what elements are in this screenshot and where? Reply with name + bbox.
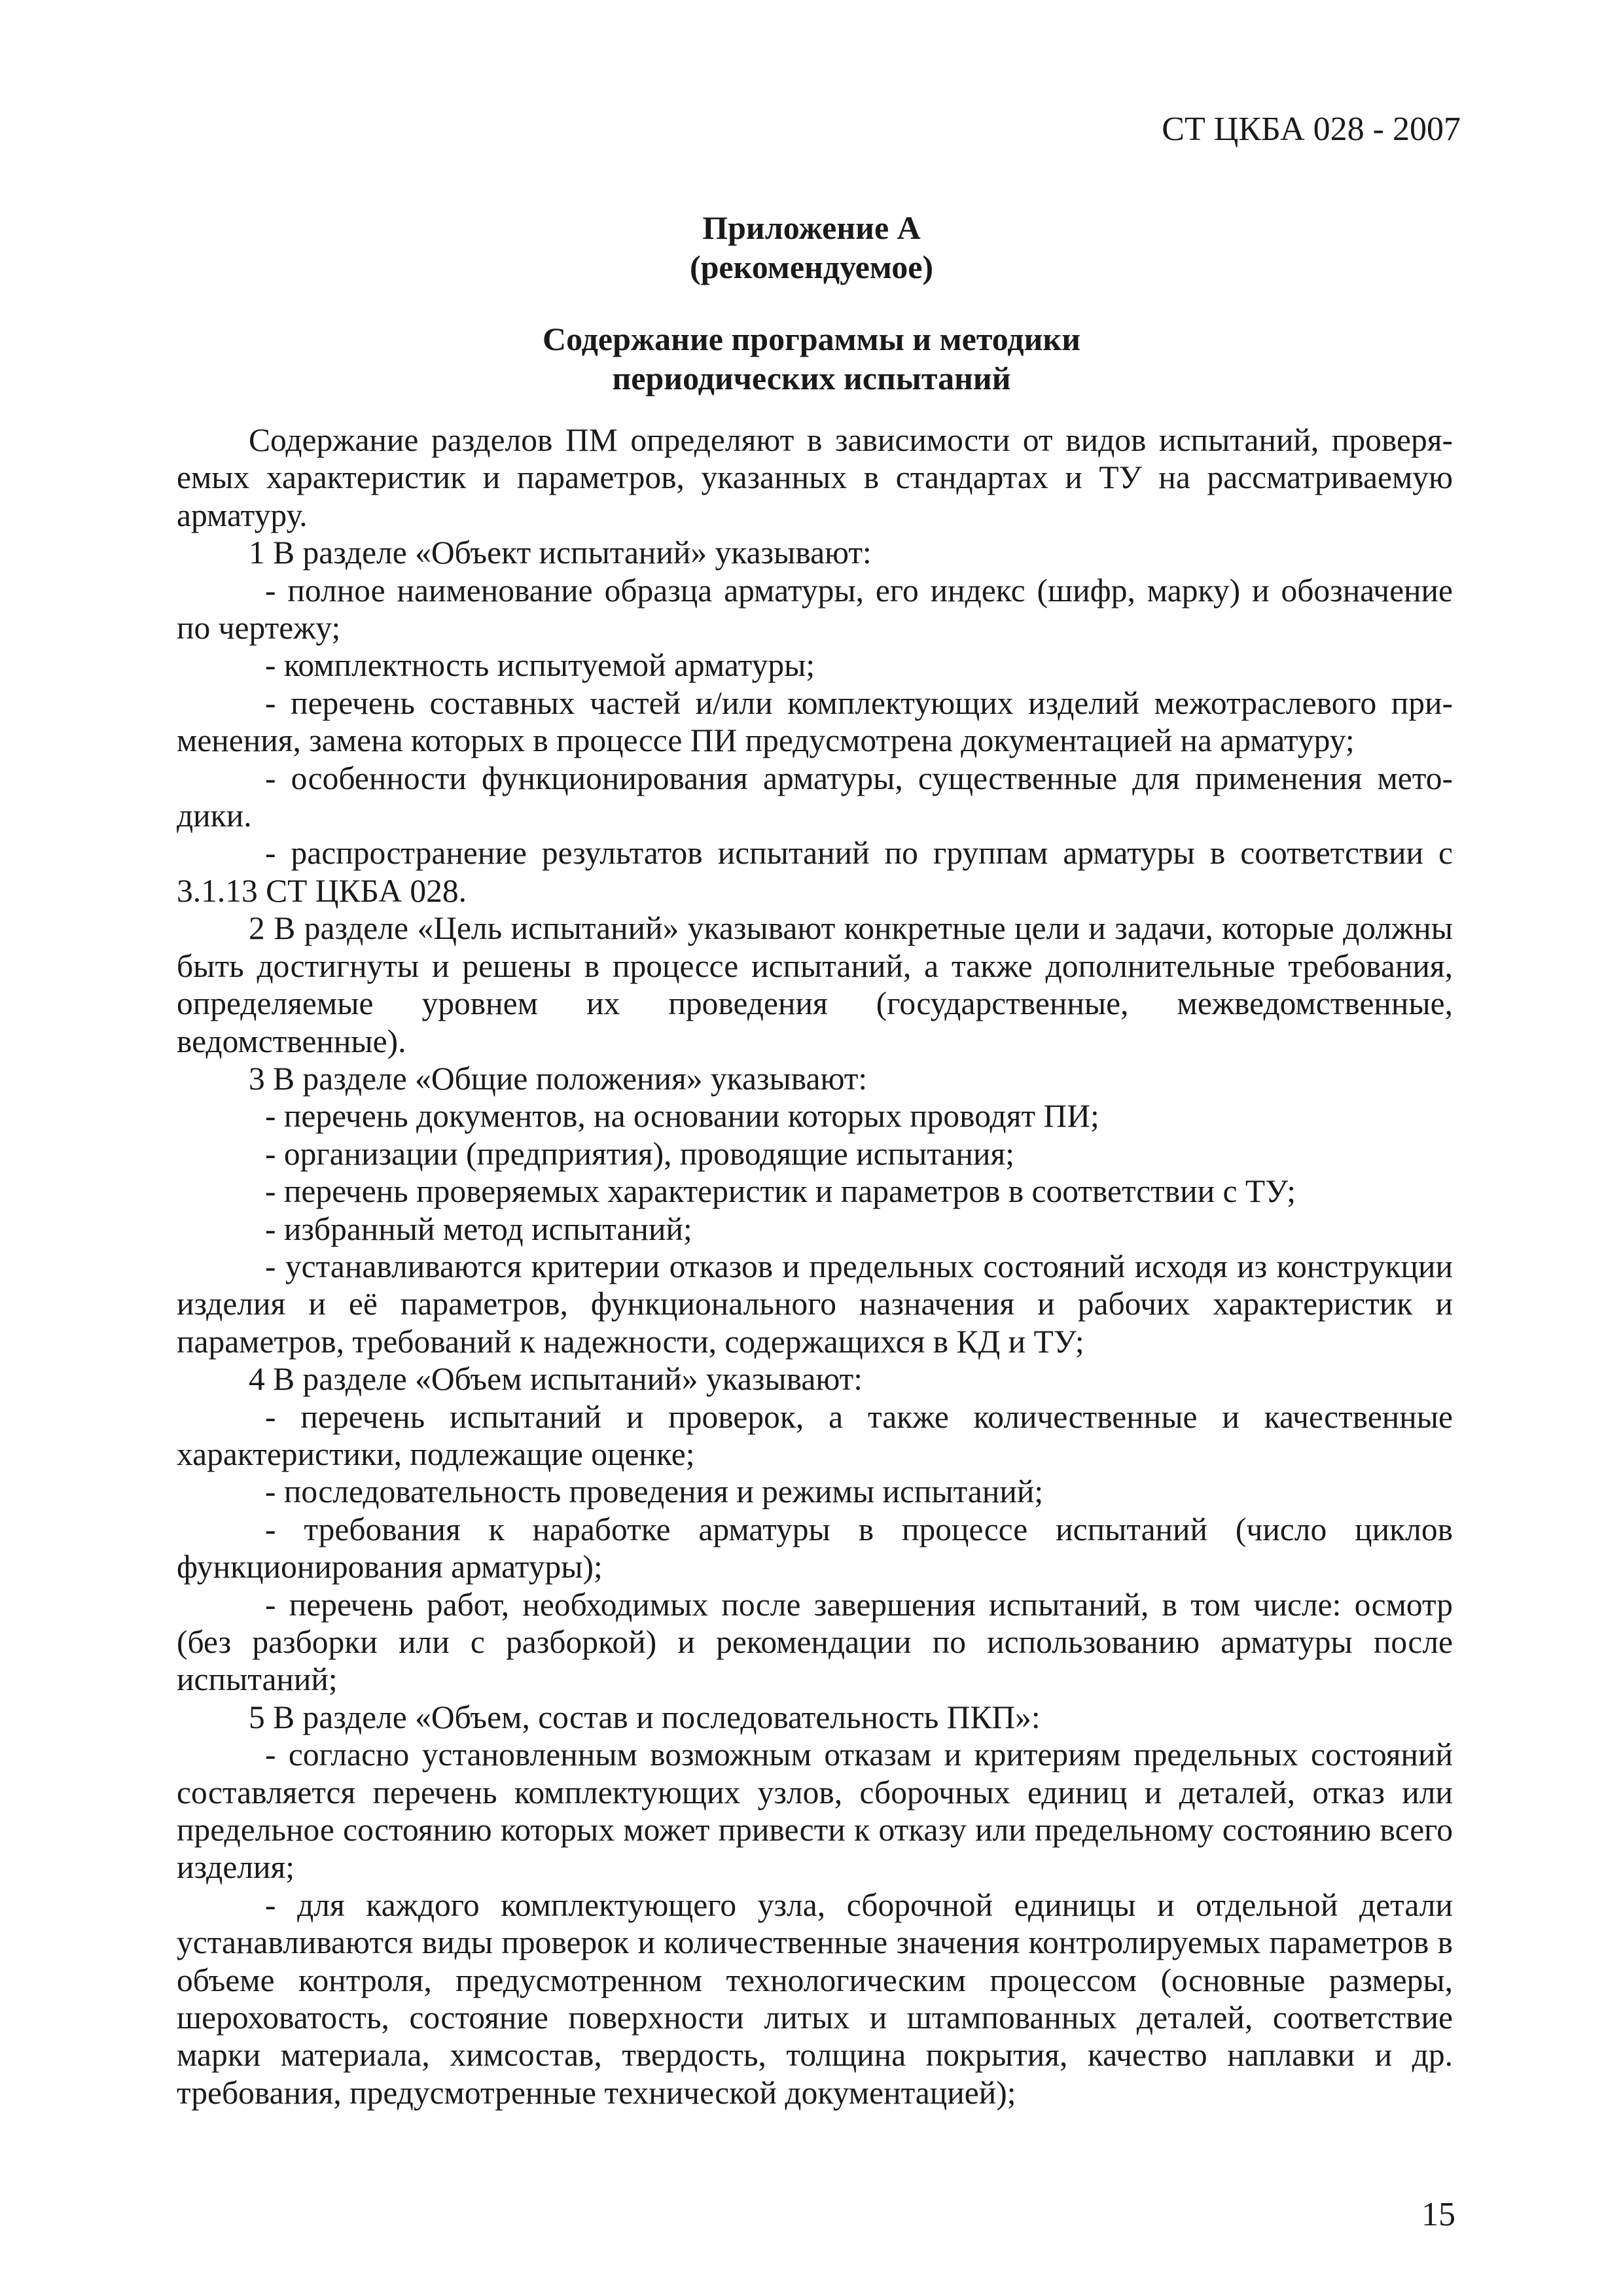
appendix-subtitle: (рекомендуемое) <box>689 249 934 285</box>
paragraph: - перечень составных частей и/или комплектующих изделий межотраслевого применения, замена которых в процессе ПИ предусмотрена документацией на арматуру; <box>177 684 1453 759</box>
paragraph: 5 В разделе «Объем, состав и последовательность ПКП»: <box>249 1699 1041 1735</box>
paragraph: - согласно установленным возможным отказам и критериям предельных состояний составляется перечень комплектующих узлов, сборочных единиц и деталей, отказ или предельное состоянию которых может привести к отказу или предельному состоянию всего изделия; <box>177 1737 1453 1886</box>
paragraph: - требования к наработке арматуры в процессе испытаний (число циклов функционирования арматуры); <box>177 1511 1453 1585</box>
paragraph: - перечень документов, на основании которых проводят ПИ; <box>265 1098 1099 1135</box>
paragraph: - перечень работ, необходимых после завершения испытаний, в том числе: осмотр (без разборки или с разборкой) и рекомендации по использованию арматуры после испытаний; <box>177 1586 1453 1698</box>
paragraph: - для каждого комплектующего узла, сборочной единицы и отдельной детали устанавливаются виды проверок и количественные значения контролируемых параметров в объеме контроля, предусмотренном технологическим процессом (основные размеры, шероховатость, состояние поверхности литых и штампованных деталей, соответствие марки материала, химсостав, твердость, толщина покрытия, качество наплавки и др. требования, предусмотренные технической документацией); <box>177 1886 1453 2111</box>
appendix-heading <box>0 208 1623 287</box>
paragraph: - последовательность проведения и режимы испытаний; <box>265 1474 1044 1510</box>
page-number: 15 <box>1421 2196 1455 2233</box>
paragraph: - перечень испытаний и проверок, а также количественные и качественные характеристики, подлежащие оценке; <box>177 1398 1453 1472</box>
paragraph: - распространение результатов испытаний по группам арматуры в соответствии с 3.1.13 СТ ЦКБА 028. <box>177 835 1453 909</box>
paragraph: - избранный метод испытаний; <box>265 1210 692 1247</box>
paragraph: 1 В разделе «Объект испытаний» указывают: <box>249 535 872 571</box>
paragraph: - комплектность испытуемой арматуры; <box>265 647 815 684</box>
paragraph: 4 В разделе «Объем испытаний» указывают: <box>249 1361 863 1398</box>
section-title-line-1: Содержание программы и методики <box>542 321 1081 357</box>
paragraph: Содержание разделов ПМ определяют в зависимости от видов испытаний, проверяемых характеристик и параметров, указанных в стандартах и ТУ на рассматриваемую арматуру. <box>177 422 1453 533</box>
paragraph: 2 В разделе «Цель испытаний» указывают конкретные цели и задачи, которые должны быть достигнуты и решены в процессе испытаний, а также дополнительные требования, определяемые уровнем их проведения (государственные, межведомственные, ведомственные). <box>177 910 1453 1059</box>
paragraph: - устанавливаются критерии отказов и предельных состояний исходя из конструкции изделия и её параметров, функционального назначения и рабочих характеристик и параметров, требований к надежности, содержащихся в КД и ТУ; <box>177 1248 1453 1360</box>
paragraph: - полное наименование образца арматуры, его индекс (шифр, марку) и обозначение по чертежу; <box>177 572 1453 646</box>
paragraph: - организации (предприятия), проводящие испытания; <box>265 1135 1015 1172</box>
section-title-line-2: периодических испытаний <box>612 360 1011 397</box>
body-text <box>177 421 1453 2111</box>
paragraph: - перечень проверяемых характеристик и параметров в соответствии с ТУ; <box>265 1173 1296 1210</box>
paragraph: - особенности функционирования арматуры, существенные для применения методики. <box>177 760 1453 834</box>
paragraph: 3 В разделе «Общие положения» указывают: <box>249 1060 868 1097</box>
appendix-title: Приложение А <box>702 209 921 246</box>
section-title <box>0 319 1623 398</box>
document-code: СТ ЦКБА 028 - 2007 <box>1162 111 1461 148</box>
